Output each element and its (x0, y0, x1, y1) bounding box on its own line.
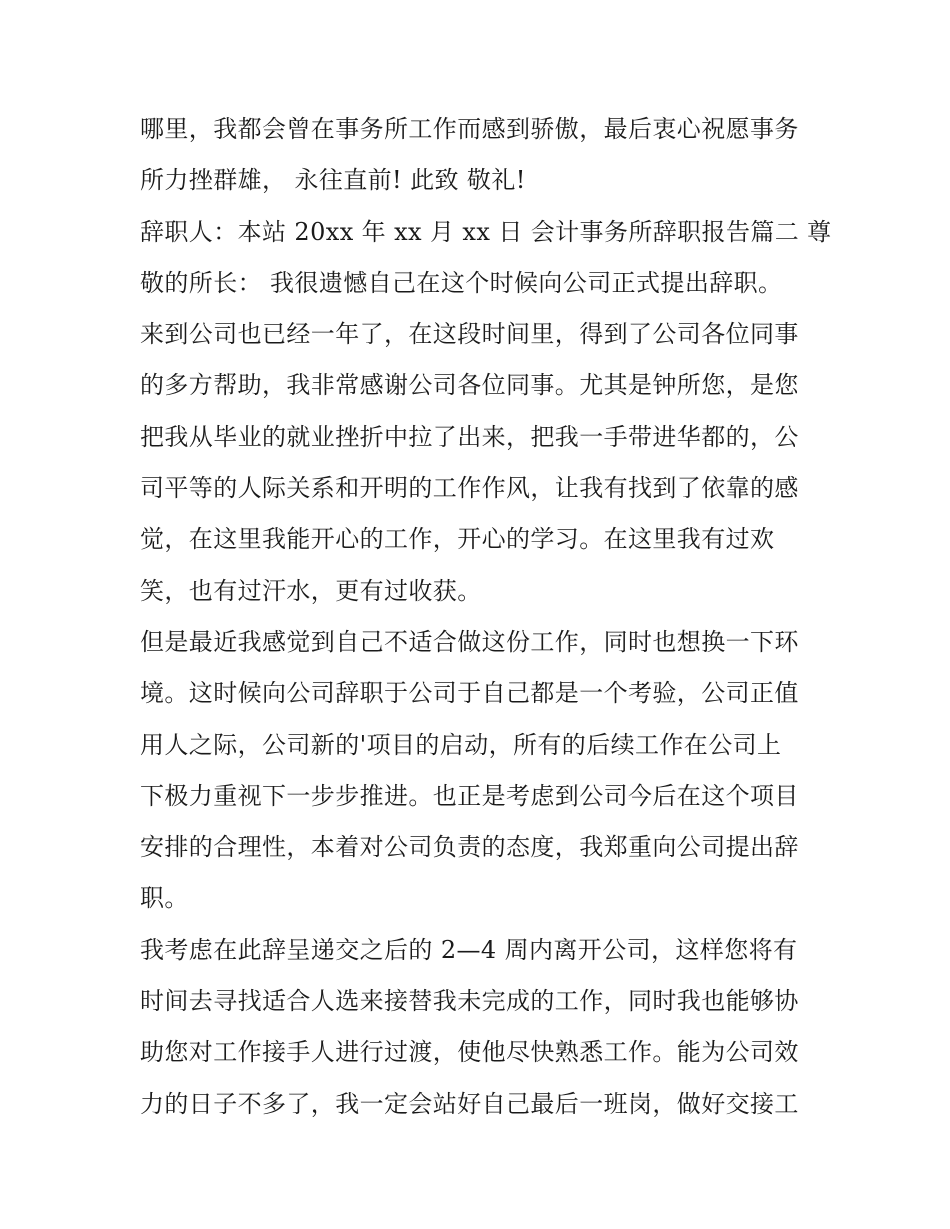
text-line-16: 职。 (140, 884, 189, 913)
text-line-14: 下极力重视下一步步推进。也正是考虑到公司今后在这个项目 (140, 781, 799, 810)
text-line-4: 敬的所长： 我很遗憾自己在这个时候向公司正式提出辞职。 (140, 268, 783, 297)
text-line-12: 境。这时候向公司辞职于公司于自己都是一个考验，公司正值 (140, 679, 799, 708)
text-line-17: 我考虑在此辞呈递交之后的 2—4 周内离开公司，这样您将有 (140, 935, 798, 964)
text-line-15: 安排的合理性，本着对公司负责的态度，我郑重向公司提出辞 (140, 833, 799, 862)
text-line-6: 的多方帮助，我非常感谢公司各位同事。尤其是钟所您，是您 (140, 371, 799, 400)
text-line-19: 助您对工作接手人进行过渡，使他尽快熟悉工作。能为公司效 (140, 1038, 799, 1067)
text-line-20: 力的日子不多了，我一定会站好自己最后一班岗，做好交接工 (140, 1089, 799, 1118)
text-line-18: 时间去寻找适合人选来接替我未完成的工作，同时我也能够协 (140, 987, 799, 1016)
document-body (140, 104, 832, 1130)
text-line-5: 来到公司也已经一年了，在这段时间里，得到了公司各位同事 (140, 320, 799, 349)
text-line-10: 笑，也有过汗水，更有过收获。 (140, 576, 482, 605)
text-line-13: 用人之际，公司新的'项目的启动，所有的后续工作在公司上 (140, 730, 782, 759)
text-line-11: 但是最近我感觉到自己不适合做这份工作，同时也想换一下环 (140, 627, 799, 656)
text-line-9: 觉，在这里我能开心的工作，开心的学习。在这里我有过欢 (140, 525, 775, 554)
text-line-2: 所力挫群雄， 永往直前! 此致 敬礼! (140, 166, 526, 195)
text-line-8: 司平等的人际关系和开明的工作作风，让我有找到了依靠的感 (140, 474, 799, 503)
text-line-3: 辞职人：本站 20xx 年 xx 月 xx 日 会计事务所辞职报告篇二 尊 (140, 217, 832, 246)
text-line-1: 哪里，我都会曾在事务所工作而感到骄傲，最后衷心祝愿事务 (140, 115, 799, 143)
text-line-7: 把我从毕业的就业挫折中拉了出来，把我一手带进华都的，公 (140, 422, 799, 451)
